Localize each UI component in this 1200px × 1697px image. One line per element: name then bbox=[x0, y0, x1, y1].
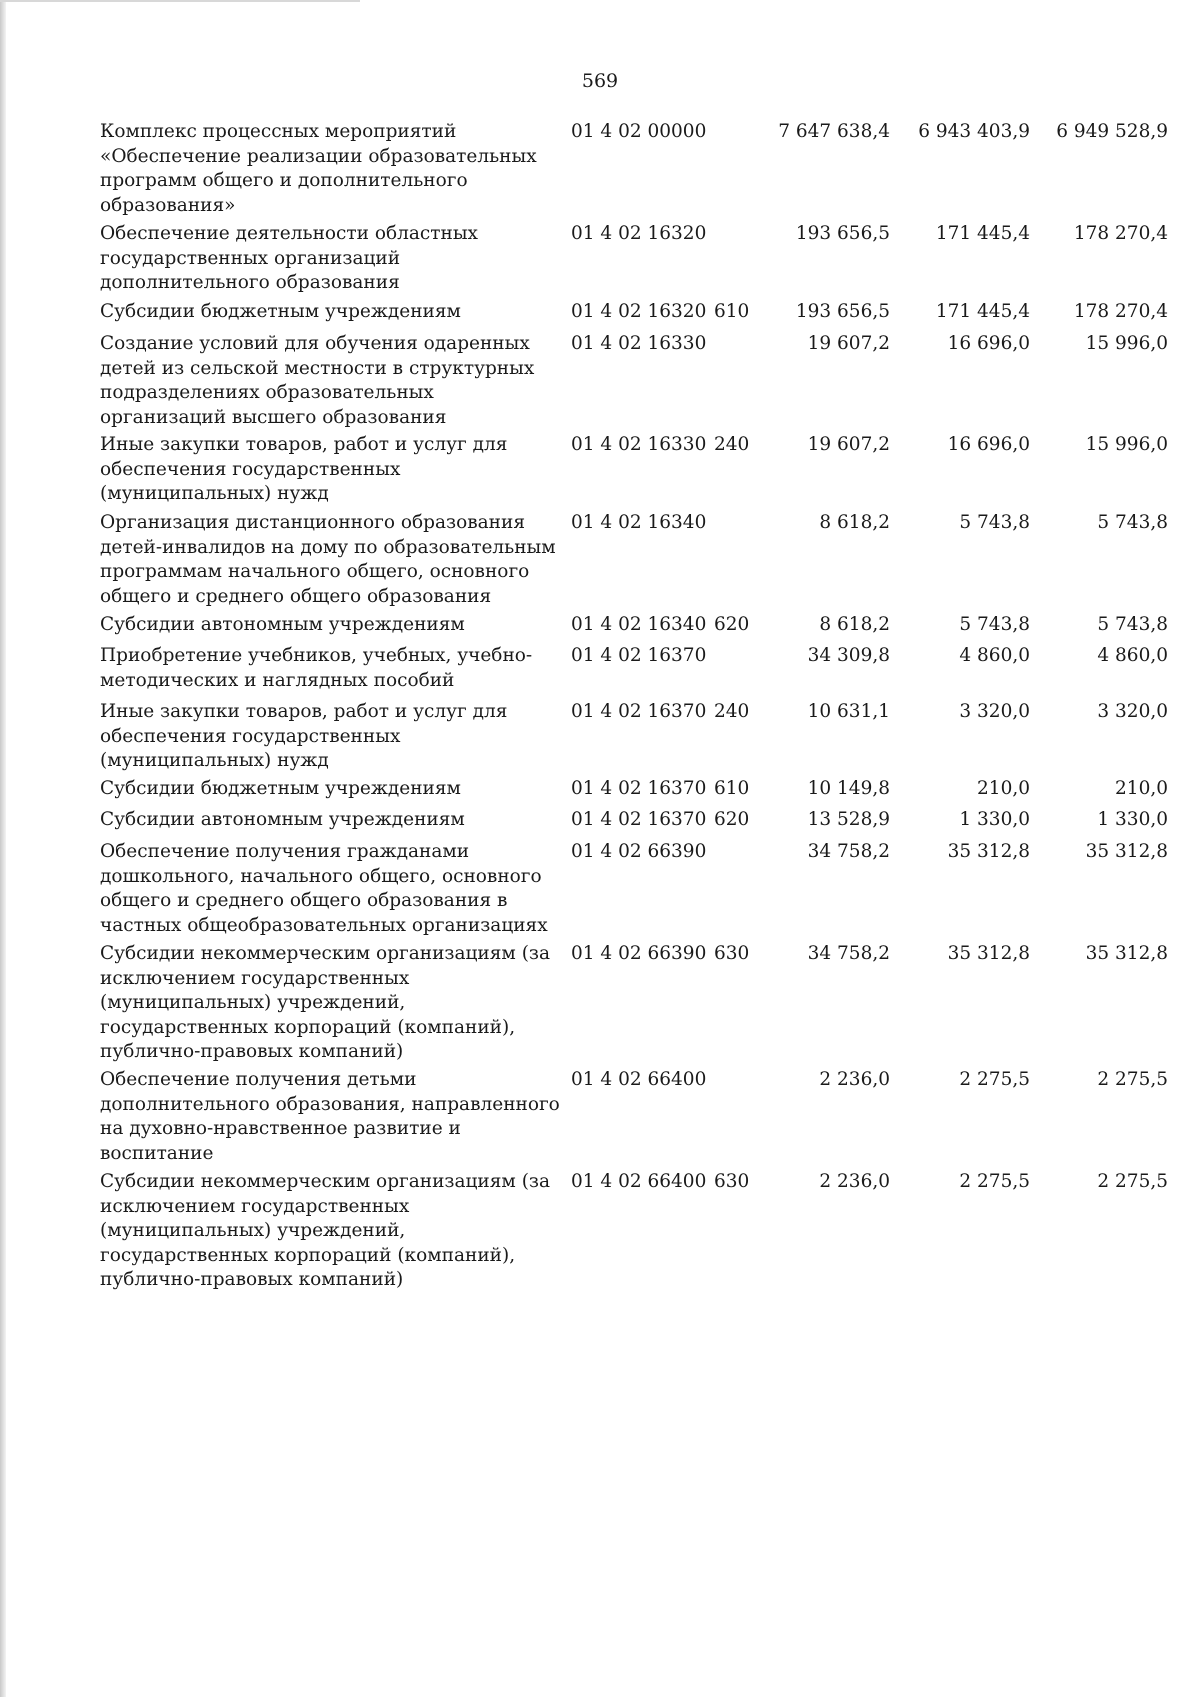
row-value-2: 35 312,8 bbox=[947, 841, 1030, 862]
row-value-2: 6 943 403,9 bbox=[918, 121, 1030, 142]
row-value-1: 13 528,9 bbox=[807, 809, 890, 830]
row-code: 01 4 02 16330 bbox=[571, 333, 707, 354]
row-value-2: 35 312,8 bbox=[947, 943, 1030, 964]
row-value-1: 8 618,2 bbox=[819, 614, 890, 635]
row-value-2: 5 743,8 bbox=[959, 512, 1030, 533]
row-value-3: 15 996,0 bbox=[1085, 434, 1168, 455]
row-expense-type: 240 bbox=[714, 434, 750, 455]
row-name: Создание условий для обучения одаренных детей из сельской местности в структурных подразделениях образовательных организаций высшего образования bbox=[100, 333, 535, 428]
row-code: 01 4 02 16340 bbox=[571, 512, 707, 533]
row-value-3: 6 949 528,9 bbox=[1056, 121, 1168, 142]
row-expense-type: 620 bbox=[714, 614, 750, 635]
row-code: 01 4 02 66400 bbox=[571, 1069, 707, 1090]
row-value-2: 171 445,4 bbox=[935, 223, 1030, 244]
row-value-1: 34 758,2 bbox=[807, 943, 890, 964]
row-value-1: 34 309,8 bbox=[807, 645, 890, 666]
row-name: Субсидии некоммерческим организациям (за исключением государственных (муниципальных) учреждений, государственных корпораций (компаний), публично-правовых компаний) bbox=[100, 1171, 551, 1290]
row-name: Обеспечение получения гражданами дошкольного, начального общего, основного общего и среднего общего образования в частных общеобразовательных организациях bbox=[100, 841, 548, 936]
row-code: 01 4 02 16370 bbox=[571, 778, 707, 799]
row-value-3: 35 312,8 bbox=[1085, 841, 1168, 862]
row-name: Иные закупки товаров, работ и услуг для обеспечения государственных (муниципальных) нужд bbox=[100, 434, 508, 504]
row-value-1: 34 758,2 bbox=[807, 841, 890, 862]
row-value-3: 3 320,0 bbox=[1097, 701, 1168, 722]
row-code: 01 4 02 66400 bbox=[571, 1171, 707, 1192]
row-name: Организация дистанционного образования детей-инвалидов на дому по образовательным программам начального общего, основного общего и среднего общего образования bbox=[100, 512, 556, 607]
row-value-2: 3 320,0 bbox=[959, 701, 1030, 722]
row-name: Субсидии бюджетным учреждениям bbox=[100, 778, 461, 799]
row-value-2: 16 696,0 bbox=[947, 434, 1030, 455]
row-name: Иные закупки товаров, работ и услуг для обеспечения государственных (муниципальных) нужд bbox=[100, 701, 508, 771]
row-expense-type: 610 bbox=[714, 778, 750, 799]
row-name: Субсидии бюджетным учреждениям bbox=[100, 301, 461, 322]
row-value-2: 4 860,0 bbox=[959, 645, 1030, 666]
row-value-3: 2 275,5 bbox=[1097, 1069, 1168, 1090]
row-name: Обеспечение получения детьми дополнительного образования, направленного на духовно-нравственное развитие и воспитание bbox=[100, 1069, 560, 1164]
row-value-2: 5 743,8 bbox=[959, 614, 1030, 635]
row-value-1: 193 656,5 bbox=[795, 301, 890, 322]
row-name: Приобретение учебников, учебных, учебно-методических и наглядных пособий bbox=[100, 645, 533, 691]
row-expense-type: 630 bbox=[714, 943, 750, 964]
row-value-3: 35 312,8 bbox=[1085, 943, 1168, 964]
row-code: 01 4 02 16370 bbox=[571, 645, 707, 666]
row-value-3: 210,0 bbox=[1115, 778, 1168, 799]
row-value-1: 2 236,0 bbox=[819, 1069, 890, 1090]
row-value-1: 7 647 638,4 bbox=[778, 121, 890, 142]
row-code: 01 4 02 16340 bbox=[571, 614, 707, 635]
row-expense-type: 620 bbox=[714, 809, 750, 830]
row-name: Субсидии автономным учреждениям bbox=[100, 614, 465, 635]
row-code: 01 4 02 16320 bbox=[571, 223, 707, 244]
scan-edge-shadow bbox=[0, 0, 6, 1697]
row-name: Субсидии автономным учреждениям bbox=[100, 809, 465, 830]
row-name: Комплекс процессных мероприятий «Обеспечение реализации образовательных программ общего и дополнительного образования» bbox=[100, 121, 537, 216]
row-expense-type: 610 bbox=[714, 301, 750, 322]
row-value-1: 193 656,5 bbox=[795, 223, 890, 244]
row-value-3: 2 275,5 bbox=[1097, 1171, 1168, 1192]
row-value-1: 19 607,2 bbox=[807, 333, 890, 354]
row-value-3: 5 743,8 bbox=[1097, 512, 1168, 533]
row-value-1: 19 607,2 bbox=[807, 434, 890, 455]
row-value-1: 8 618,2 bbox=[819, 512, 890, 533]
scan-top-mark bbox=[0, 0, 360, 2]
row-expense-type: 630 bbox=[714, 1171, 750, 1192]
row-code: 01 4 02 16370 bbox=[571, 701, 707, 722]
row-name: Обеспечение деятельности областных государственных организаций дополнительного образования bbox=[100, 223, 478, 293]
row-value-1: 10 631,1 bbox=[807, 701, 890, 722]
row-value-3: 1 330,0 bbox=[1097, 809, 1168, 830]
row-value-2: 16 696,0 bbox=[947, 333, 1030, 354]
row-value-2: 210,0 bbox=[977, 778, 1030, 799]
row-value-3: 4 860,0 bbox=[1097, 645, 1168, 666]
row-value-3: 178 270,4 bbox=[1073, 301, 1168, 322]
row-code: 01 4 02 16320 bbox=[571, 301, 707, 322]
row-code: 01 4 02 66390 bbox=[571, 841, 707, 862]
row-value-3: 178 270,4 bbox=[1073, 223, 1168, 244]
row-value-2: 171 445,4 bbox=[935, 301, 1030, 322]
row-code: 01 4 02 66390 bbox=[571, 943, 707, 964]
page-number: 569 bbox=[581, 70, 619, 92]
row-value-1: 2 236,0 bbox=[819, 1171, 890, 1192]
row-expense-type: 240 bbox=[714, 701, 750, 722]
row-value-1: 10 149,8 bbox=[807, 778, 890, 799]
row-value-3: 15 996,0 bbox=[1085, 333, 1168, 354]
row-value-3: 5 743,8 bbox=[1097, 614, 1168, 635]
row-value-2: 2 275,5 bbox=[959, 1069, 1030, 1090]
row-value-2: 1 330,0 bbox=[959, 809, 1030, 830]
row-value-2: 2 275,5 bbox=[959, 1171, 1030, 1192]
row-code: 01 4 02 16370 bbox=[571, 809, 707, 830]
row-code: 01 4 02 16330 bbox=[571, 434, 707, 455]
row-name: Субсидии некоммерческим организациям (за исключением государственных (муниципальных) учреждений, государственных корпораций (компаний), публично-правовых компаний) bbox=[100, 943, 551, 1062]
row-code: 01 4 02 00000 bbox=[571, 121, 707, 142]
